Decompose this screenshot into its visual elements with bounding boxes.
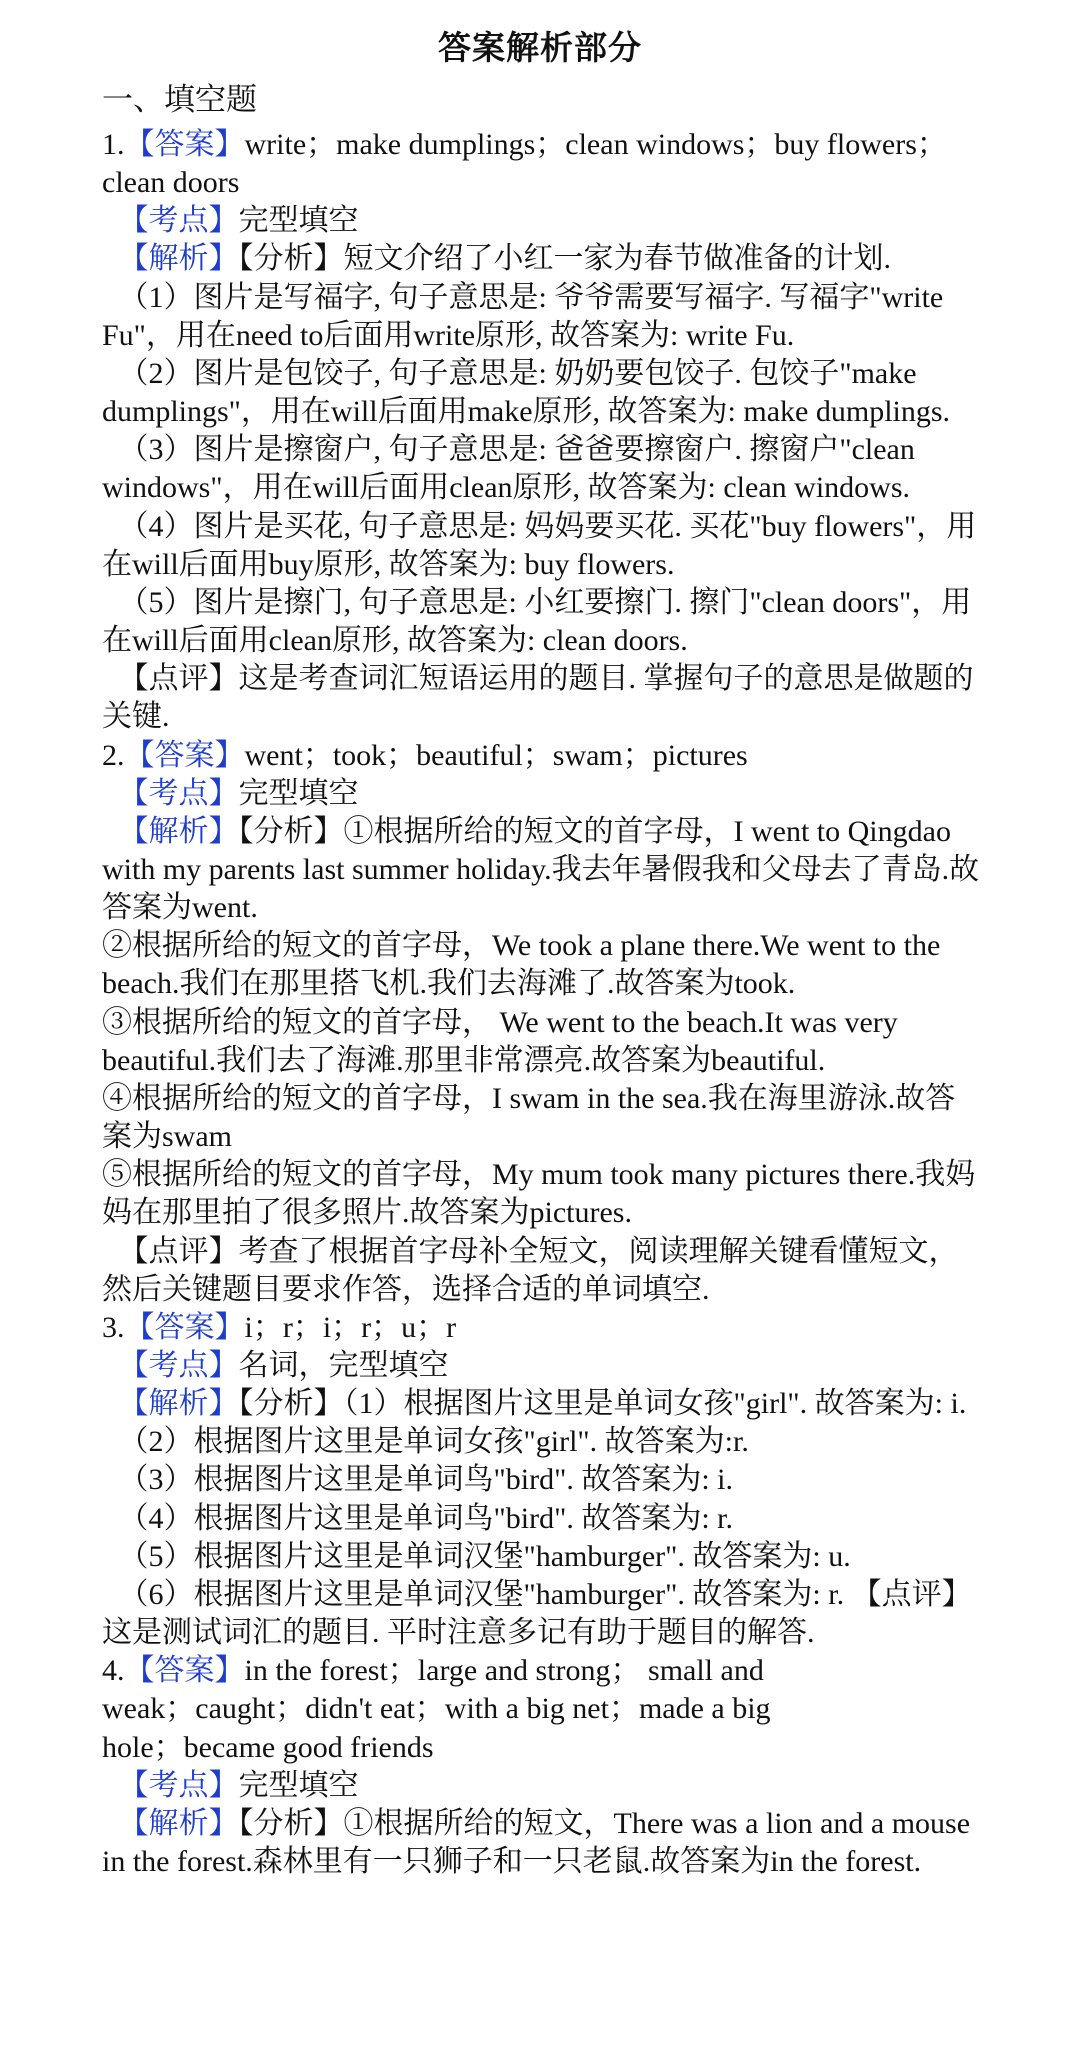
q2-item: ③根据所给的短文的首字母， We went to the beach.It was very beautiful.我们去了海滩.那里非常漂亮.故答案为beautiful. xyxy=(102,1005,898,1077)
q2-item: ④根据所给的短文的首字母，I swam in the sea.我在海里游泳.故答案为swam xyxy=(102,1081,956,1154)
analysis-tag: 【解析】 xyxy=(118,242,239,276)
analysis-tag: 【解析】 xyxy=(118,1806,239,1840)
q2-item: ②根据所给的短文的首字母，We took a plane there.We went to the beach.我们在那里搭飞机.我们去海滩了.故答案为took. xyxy=(102,929,941,1001)
q3-item: （2）根据图片这里是单词女孩"girl". 故答案为:r. xyxy=(118,1425,749,1459)
answer-tag: 【答案】 xyxy=(124,1654,245,1688)
q3-item: （6）根据图片这里是单词汉堡"hamburger". 故答案为: r. 【点评】这是测试词汇的题目. 平时注意多记有助于题目的解答. xyxy=(102,1577,972,1650)
q2-point: 【考点】完型填空 xyxy=(118,776,359,810)
answer-tag: 【答案】 xyxy=(124,1310,245,1344)
q4-point: 【考点】完型填空 xyxy=(118,1768,359,1802)
point-tag: 【考点】 xyxy=(118,204,239,238)
section-heading: 一、填空题 xyxy=(102,82,257,118)
q3-answer: 3.【答案】i；r；i；r；u；r xyxy=(102,1310,457,1344)
analysis-tag: 【解析】 xyxy=(118,814,239,848)
q3-item: （4）根据图片这里是单词鸟"bird". 故答案为: r. xyxy=(118,1501,733,1535)
q1-comment: 【点评】这是考查词汇短语运用的题目. 掌握句子的意思是做题的关键. xyxy=(102,662,974,734)
q3-analysis: 【解析】【分析】（1）根据图片这里是单词女孩"girl". 故答案为: i. xyxy=(118,1387,967,1421)
answer-content xyxy=(102,126,980,1881)
answer-tag: 【答案】 xyxy=(124,128,245,161)
q1-item: （2）图片是包饺子, 句子意思是: 奶奶要包饺子. 包饺子"make dumplings"，用在will后面用make原形, 故答案为: make dumplings. xyxy=(102,356,951,429)
q1-item: （1）图片是写福字, 句子意思是: 爷爷需要写福字. 写福字"write Fu"，用在need to后面用write原形, 故答案为: write Fu. xyxy=(102,280,944,352)
q2-answer: 2.【答案】went；took；beautiful；swam；pictures xyxy=(102,738,748,772)
q1-item: （5）图片是擦门, 句子意思是: 小红要擦门. 擦门"clean doors"，用在will后面用clean原形, 故答案为: clean doors. xyxy=(102,585,972,658)
point-tag: 【考点】 xyxy=(118,1349,239,1382)
answer-tag: 【答案】 xyxy=(124,738,245,772)
analysis-tag: 【解析】 xyxy=(118,1387,239,1421)
point-tag: 【考点】 xyxy=(118,1768,239,1802)
q1-item: （4）图片是买花, 句子意思是: 妈妈要买花. 买花"buy flowers"，用在will后面用buy原形, 故答案为: buy flowers. xyxy=(102,509,977,581)
q2-comment: 【点评】考查了根据首字母补全短文，阅读理解关键看懂短文，然后关键题目要求作答，选择合适的单词填空. xyxy=(102,1234,959,1306)
point-tag: 【考点】 xyxy=(118,776,239,810)
q3-item: （5）根据图片这里是单词汉堡"hamburger". 故答案为: u. xyxy=(118,1539,851,1573)
q2-analysis: 【解析】【分析】①根据所给的短文的首字母，I went to Qingdao with my parents last summer holiday.我去年暑假我和父母去了青岛.故答案为went. xyxy=(102,814,980,925)
page-title: 答案解析部分 xyxy=(438,28,642,67)
q3-item: （3）根据图片这里是单词鸟"bird". 故答案为: i. xyxy=(118,1463,733,1497)
q3-point: 【考点】名词，完型填空 xyxy=(118,1349,449,1382)
q1-point: 【考点】完型填空 xyxy=(118,204,359,238)
q1-answer: 1.【答案】write；make dumplings；clean windows；buy flowers；clean doors xyxy=(102,128,947,200)
q1-item: （3）图片是擦窗户, 句子意思是: 爸爸要擦窗户. 擦窗户"clean windows"，用在will后面用clean原形, 故答案为: clean windows. xyxy=(102,433,915,505)
q2-item: ⑤根据所给的短文的首字母，My mum took many pictures there.我妈妈在那里拍了很多照片.故答案为pictures. xyxy=(102,1158,976,1230)
q4-analysis: 【解析】【分析】①根据所给的短文，There was a lion and a mouse in the forest.森林里有一只狮子和一只老鼠.故答案为in the forest. xyxy=(102,1806,971,1879)
q1-analysis: 【解析】【分析】短文介绍了小红一家为春节做准备的计划. xyxy=(118,242,891,276)
q4-answer: 4.【答案】in the forest；large and strong； small and weak；caught；didn't eat；with a big net；made a big hole；became good friends xyxy=(102,1654,771,1764)
